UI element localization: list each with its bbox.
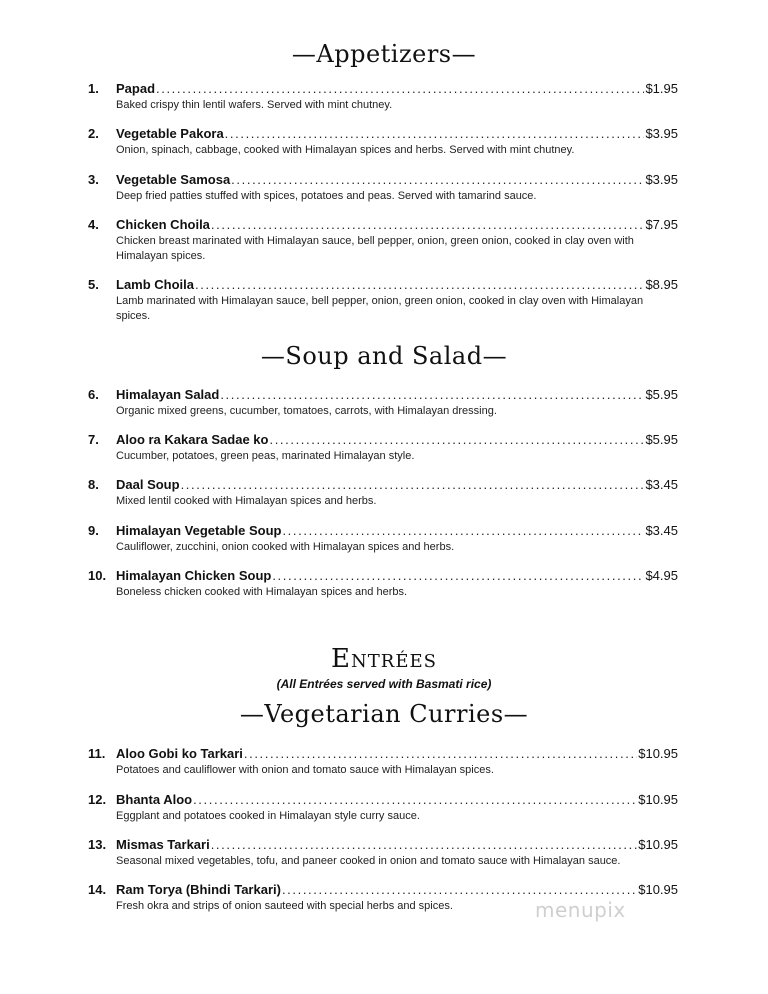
menu-item: [88, 172, 678, 204]
item-number: 1.: [88, 81, 99, 96]
item-number: 10.: [88, 568, 107, 583]
item-price: $3.95: [645, 126, 678, 141]
item-description: Cauliflower, zucchini, onion cooked with Himalayan spices and herbs.: [116, 541, 455, 553]
item-number: 9.: [88, 523, 99, 538]
section-heading-soup-salad: —Soup and Salad—: [260, 342, 508, 370]
item-number: 7.: [88, 432, 99, 447]
item-price: $5.95: [645, 387, 678, 402]
item-number: 11.: [88, 746, 106, 761]
leader-dots: [181, 477, 645, 493]
item-price: $1.95: [645, 81, 678, 96]
item-description: Seasonal mixed vegetables, tofu, and paneer cooked in onion and tomato sauce with Himalayan sauce.: [116, 855, 621, 867]
item-number: 14.: [88, 882, 107, 897]
section-heading-appetizers: —Appetizers—: [291, 40, 477, 68]
item-description: Lamb marinated with Himalayan sauce, bell pepper, onion, green onion, cooked in clay oven with Himalayan spices.: [116, 295, 644, 322]
menu-item: [88, 477, 678, 509]
leader-dots: [231, 172, 644, 188]
menu-item: [88, 523, 678, 555]
leader-dots: [244, 746, 637, 762]
item-price: $3.95: [645, 172, 678, 187]
menu-item: [88, 792, 678, 824]
leader-dots: [225, 126, 645, 142]
leader-dots: [272, 568, 644, 584]
menu-item: [88, 837, 678, 869]
item-description: Deep fried patties stuffed with spices, potatoes and peas. Served with tamarind sauce.: [116, 190, 537, 202]
item-name: Lamb Choila: [116, 277, 195, 292]
menu-item: [88, 387, 678, 419]
item-name: Mismas Tarkari: [116, 837, 210, 852]
item-name: Aloo ra Kakara Sadae ko: [116, 432, 269, 447]
item-description: Mixed lentil cooked with Himalayan spices and herbs.: [116, 495, 377, 507]
leader-dots: [156, 81, 644, 97]
menu-item: [88, 432, 678, 464]
item-price: $7.95: [645, 217, 678, 232]
item-description: Baked crispy thin lentil wafers. Served with mint chutney.: [116, 99, 393, 111]
menu-item: [88, 81, 678, 113]
item-description: Eggplant and potatoes cooked in Himalayan style curry sauce.: [116, 810, 420, 822]
item-name: Himalayan Vegetable Soup: [116, 523, 282, 538]
item-number: 13.: [88, 837, 107, 852]
item-price: $4.95: [645, 568, 678, 583]
item-description: Potatoes and cauliflower with onion and tomato sauce with Himalayan spices.: [116, 764, 494, 776]
item-price: $10.95: [638, 882, 678, 897]
item-name: Vegetable Samosa: [116, 172, 231, 187]
item-name: Aloo Gobi ko Tarkari: [116, 746, 243, 761]
item-description: Organic mixed greens, cucumber, tomatoes, carrots, with Himalayan dressing.: [116, 405, 497, 417]
item-name: Himalayan Salad: [116, 387, 220, 402]
item-name: Ram Torya (Bhindi Tarkari): [116, 882, 281, 897]
leader-dots: [220, 387, 644, 403]
item-description: Fresh okra and strips of onion sauteed with special herbs and spices.: [116, 900, 453, 912]
item-price: $10.95: [638, 792, 678, 807]
menu-item: [88, 277, 678, 324]
item-price: $8.95: [645, 277, 678, 292]
item-number: 6.: [88, 387, 99, 402]
leader-dots: [211, 217, 645, 233]
item-name: Himalayan Chicken Soup: [116, 568, 272, 583]
item-price: $3.45: [645, 523, 678, 538]
item-price: $5.95: [645, 432, 678, 447]
item-number: 5.: [88, 277, 99, 292]
leader-dots: [282, 523, 644, 539]
item-number: 8.: [88, 477, 99, 492]
menu-item: [88, 217, 678, 264]
item-number: 2.: [88, 126, 99, 141]
item-price: $10.95: [638, 837, 678, 852]
menu-item: [88, 568, 678, 600]
item-number: 3.: [88, 172, 99, 187]
item-price: $3.45: [645, 477, 678, 492]
item-name: Chicken Choila: [116, 217, 210, 232]
item-description: Cucumber, potatoes, green peas, marinated Himalayan style.: [116, 450, 415, 462]
item-name: Daal Soup: [116, 477, 180, 492]
menu-item: [88, 126, 678, 158]
item-price: $10.95: [638, 746, 678, 761]
leader-dots: [195, 277, 644, 293]
menu-item: [88, 746, 678, 778]
item-number: 12.: [88, 792, 107, 807]
item-name: Bhanta Aloo: [116, 792, 193, 807]
section-heading-vegetarian-curries: —Vegetarian Curries—: [239, 700, 529, 728]
section-heading-entrees: Entrées: [331, 644, 437, 674]
entrees-note: (All Entrées served with Basmati rice): [276, 677, 492, 691]
leader-dots: [282, 882, 637, 898]
leader-dots: [211, 837, 638, 853]
menupix-watermark: menupix: [535, 898, 626, 922]
leader-dots: [193, 792, 637, 808]
item-number: 4.: [88, 217, 99, 232]
item-description: Chicken breast marinated with Himalayan sauce, bell pepper, onion, green onion, cooked in clay oven with Himalayan spices.: [116, 235, 634, 262]
item-description: Boneless chicken cooked with Himalayan spices and herbs.: [116, 586, 408, 598]
item-name: Papad: [116, 81, 156, 96]
leader-dots: [269, 432, 644, 448]
item-name: Vegetable Pakora: [116, 126, 224, 141]
item-description: Onion, spinach, cabbage, cooked with Himalayan spices and herbs. Served with mint chutney.: [116, 144, 575, 156]
